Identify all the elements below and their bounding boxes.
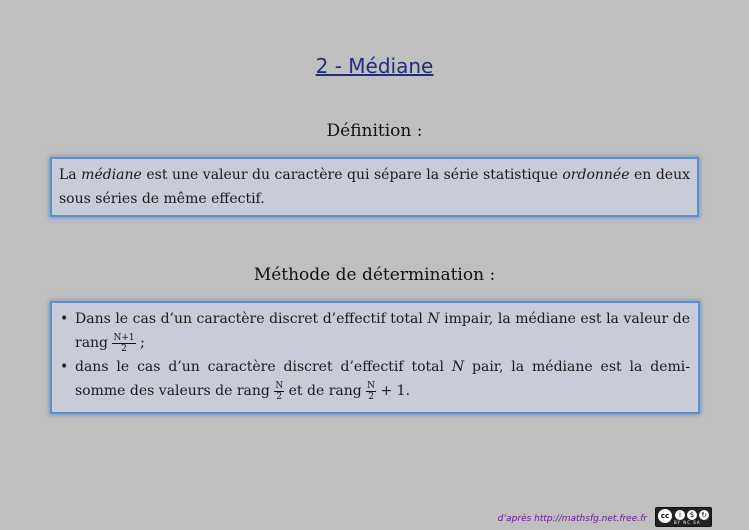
definition-term: médiane — [81, 167, 142, 183]
fraction-denominator: 2 — [276, 391, 283, 402]
fraction-numerator: N+1 — [113, 332, 135, 343]
method-item-odd-text3: ; — [135, 335, 145, 351]
fraction-denominator: 2 — [368, 391, 374, 402]
fraction-denominator: 2 — [121, 343, 127, 354]
method-box — [50, 301, 700, 414]
bullet-icon: • — [60, 311, 69, 327]
definition-term-ordonnee: ordonnée — [562, 167, 630, 183]
license-tags: BY NC SA — [674, 520, 701, 525]
fraction-n-plus-1-over-2 — [112, 333, 135, 354]
method-item-even-text3: et de rang — [284, 383, 367, 399]
fraction-n-over-2 — [274, 381, 284, 402]
math-var-n: N — [451, 359, 465, 375]
definition-text-end: en deux sous séries de même effectif. — [59, 167, 690, 207]
definition-text-start: La — [59, 167, 82, 183]
method-item-odd — [60, 307, 690, 355]
credit-link[interactable]: d’après http://mathsfg.net.free.fr — [497, 514, 647, 524]
method-item-even — [60, 355, 690, 403]
method-item-odd-text: Dans le cas d’un caractère discret d’effectif total — [75, 311, 428, 327]
definition-text-middle: est une valeur du caractère qui sépare la série statistique — [141, 167, 563, 183]
page-title: 2 - Médiane — [315, 54, 434, 78]
definition-box — [50, 157, 699, 217]
definition-heading: Définition : — [326, 121, 423, 141]
math-var-n: N — [427, 311, 440, 327]
cc-by-nc-sa-icon[interactable]: cc i $ ↻ BY NC SA — [655, 507, 712, 527]
method-item-even-text2: pair, la médiane est la demi-somme des valeurs de rang — [75, 359, 691, 399]
fraction-numerator: N — [367, 380, 376, 391]
method-item-even-text: dans le cas d’un caractère discret d’effectif total — [75, 359, 452, 375]
method-item-odd-text2: impair, la médiane est la valeur de rang — [75, 311, 690, 351]
fraction-n-over-2 — [366, 381, 376, 402]
method-item-even-text4: + 1. — [376, 383, 411, 399]
method-heading: Méthode de détermination : — [253, 265, 496, 285]
bullet-icon: • — [60, 359, 69, 375]
fraction-numerator: N — [275, 380, 284, 391]
